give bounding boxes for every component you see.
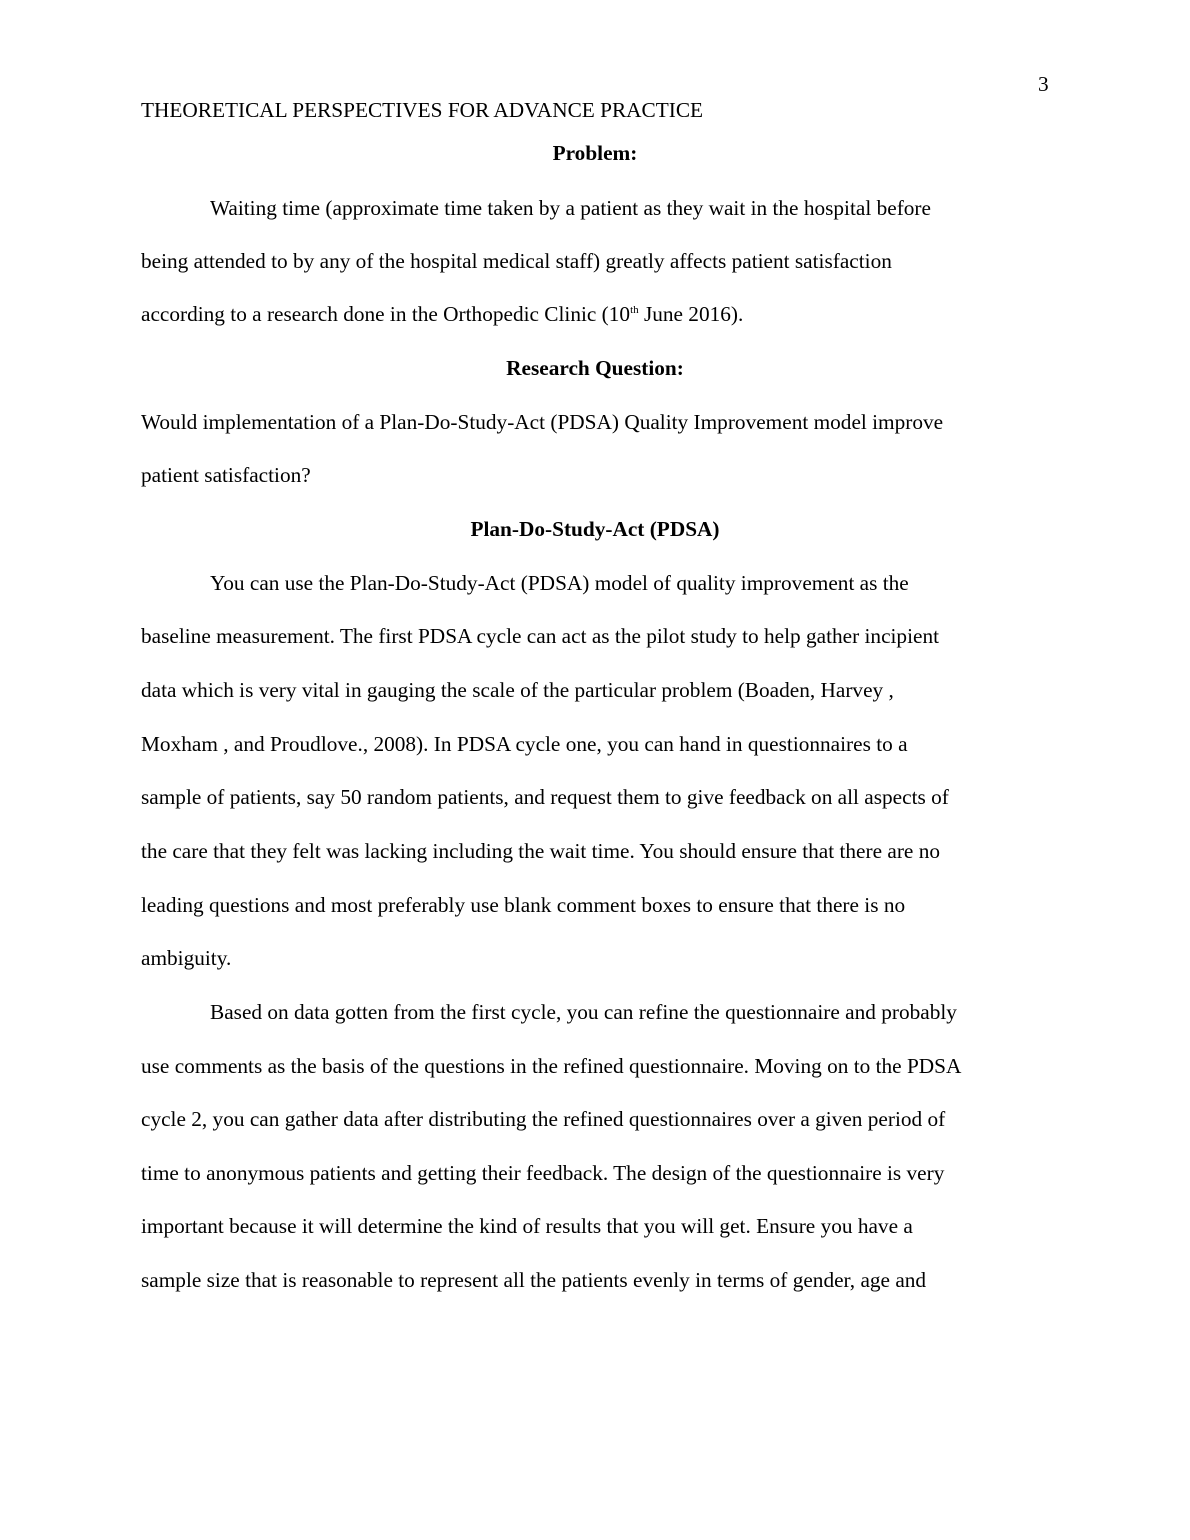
pdsa-paragraph2-line: cycle 2, you can gather data after distributing the refined questionnaires over a given period of	[141, 1107, 946, 1131]
problem-heading: Problem:	[552, 141, 638, 165]
pdsa-paragraph1-line: data which is very vital in gauging the scale of the particular problem (Boaden, Harvey ,	[141, 678, 894, 702]
pdsa-paragraph2-line: time to anonymous patients and getting their feedback. The design of the questionnaire is very	[141, 1161, 945, 1185]
pdsa-paragraph2-line: important because it will determine the kind of results that you will get. Ensure you have a	[141, 1214, 913, 1238]
pdsa-paragraph2-line: Based on data gotten from the first cycle, you can refine the questionnaire and probably	[210, 1000, 957, 1024]
problem-line-1: Waiting time (approximate time taken by a patient as they wait in the hospital before	[210, 196, 931, 220]
page-number: 3	[1038, 72, 1049, 96]
pdsa-heading: Plan-Do-Study-Act (PDSA)	[470, 517, 720, 541]
research-question-line-1: Would implementation of a Plan-Do-Study-Act (PDSA) Quality Improvement model improve	[141, 410, 944, 434]
pdsa-paragraph1-line: You can use the Plan-Do-Study-Act (PDSA) model of quality improvement as the	[210, 571, 909, 595]
pdsa-paragraph1-line: the care that they felt was lacking including the wait time. You should ensure that there are no	[141, 839, 940, 863]
problem-line-2: being attended to by any of the hospital medical staff) greatly affects patient satisfaction	[141, 249, 892, 273]
pdsa-paragraph1-line: sample of patients, say 50 random patients, and request them to give feedback on all aspects of	[141, 785, 949, 809]
research-question-line-2: patient satisfaction?	[141, 463, 311, 487]
problem-line-3	[141, 302, 743, 326]
problem-line-3-text: according to a research done in the Orthopedic Clinic (10	[141, 302, 631, 326]
pdsa-paragraph2-line: use comments as the basis of the questions in the refined questionnaire. Moving on to the PDSA	[141, 1054, 962, 1078]
pdsa-paragraph1-line: leading questions and most preferably use blank comment boxes to ensure that there is no	[141, 893, 906, 917]
ordinal-suffix: th	[630, 304, 639, 316]
research-question-heading: Research Question:	[506, 356, 684, 380]
problem-line-3-end: June 2016).	[638, 302, 744, 326]
pdsa-paragraph1-line: baseline measurement. The first PDSA cycle can act as the pilot study to help gather incipient	[141, 624, 940, 648]
running-head: THEORETICAL PERSPECTIVES FOR ADVANCE PRACTICE	[141, 98, 704, 122]
pdsa-paragraph2-line: sample size that is reasonable to represent all the patients evenly in terms of gender, age and	[141, 1268, 927, 1292]
pdsa-paragraph1-line: ambiguity.	[141, 946, 232, 970]
pdsa-paragraph1-line: Moxham , and Proudlove., 2008). In PDSA cycle one, you can hand in questionnaires to a	[141, 732, 908, 756]
